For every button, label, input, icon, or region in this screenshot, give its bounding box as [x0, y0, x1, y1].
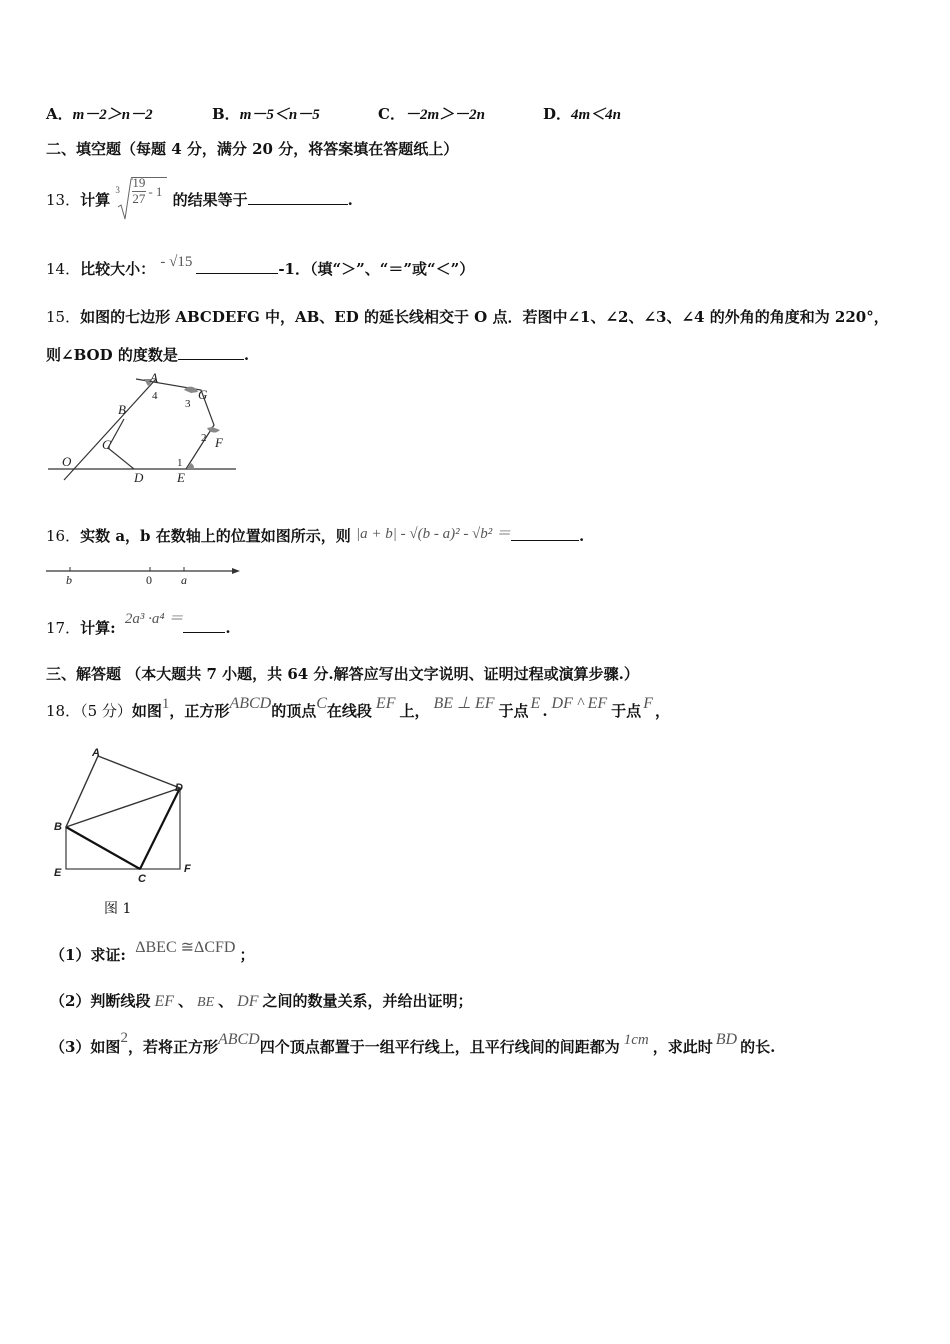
label-b-point: b — [66, 573, 72, 587]
question-18-part-3: （3）如图2，若将正方形ABCD四个顶点都置于一组平行线上，且平行线间的间距都为 1cm ，求此时 BD 的长. — [50, 1030, 776, 1056]
segment-bc — [66, 827, 140, 869]
power-expression: 2a³ ·a⁴ ＝ — [124, 611, 184, 627]
question-15-line1: 15．如图的七边形 ABCDEFG 中，AB、ED 的延长线相交于 O 点．若图中∠1、∠2、∠3、∠4 的外角的角度和为 220°， — [46, 308, 889, 326]
label-angle-3: 3 — [185, 398, 191, 410]
question-14: 14．比较大小： - √15 -1．（填“＞”、“＝”或“＜”） — [46, 254, 475, 278]
radical-sign — [117, 177, 133, 221]
cube-root-expression: 3 19 27 - 1 — [115, 187, 167, 217]
square-figure-1 — [48, 744, 208, 884]
question-16: 16．实数 a，b 在数轴上的位置如图所示，则 |a + b| - √(b - a)² - √b² ＝ . — [46, 526, 585, 545]
label-a: A — [150, 370, 158, 385]
answer-blank-17[interactable] — [183, 618, 225, 633]
question-18-part-2: （2）判断线段 EF 、 BE 、 DF 之间的数量关系，并给出证明； — [50, 992, 473, 1010]
answer-blank-15[interactable] — [178, 345, 244, 360]
fig1-label-b: B — [54, 821, 62, 833]
option-b: B．m－5＜n－5 — [212, 105, 320, 123]
option-a: A．m－2＞n－2 — [46, 105, 153, 123]
label-c: C — [102, 437, 111, 452]
rectangle-befd — [66, 788, 180, 869]
question-18-part-1: （1）求证: ΔBEC ≅ΔCFD ； — [50, 939, 255, 964]
option-c: C．－2m＞－2n — [378, 105, 485, 123]
fig1-label-f: F — [184, 863, 191, 875]
figure-1-caption: 图 1 — [104, 901, 132, 917]
fig1-label-c: C — [138, 873, 146, 884]
line-oa — [64, 379, 156, 480]
sides-bcd — [108, 419, 134, 469]
number-line — [44, 563, 244, 587]
question-17: 17．计算: 2a³ ·a⁴ ＝ . — [46, 611, 231, 637]
fig1-label-a: A — [92, 747, 100, 759]
fig1-label-e: E — [54, 867, 62, 879]
label-angle-1: 1 — [177, 457, 183, 469]
number-line-arrow — [232, 568, 240, 574]
fig1-label-d: D — [175, 782, 183, 794]
label-g: G — [198, 387, 208, 402]
label-angle-4: 4 — [152, 390, 158, 402]
answer-blank-13[interactable] — [248, 190, 348, 205]
neg-sqrt15-expression: - √15 — [160, 254, 193, 270]
label-b: B — [118, 402, 126, 417]
answer-blank-16[interactable] — [511, 526, 579, 541]
label-d: D — [134, 470, 144, 485]
heptagon-figure — [44, 370, 244, 486]
label-zero: 0 — [146, 573, 152, 587]
label-angle-2: 2 — [201, 432, 207, 444]
question-13: 13．计算 3 19 27 - 1 的结果等于 . — [46, 187, 353, 217]
label-f: F — [215, 435, 223, 450]
label-o: O — [62, 454, 72, 469]
label-e: E — [177, 470, 185, 485]
abs-sqrt-expression: |a + b| - √(b - a)² - √b² ＝ — [355, 526, 512, 542]
answer-blank-14[interactable] — [196, 259, 278, 274]
label-a-point: a — [181, 573, 187, 587]
angle-2-mark — [207, 427, 220, 432]
question-18-stem: 18．（5 分）如图1，正方形ABCD的顶点C在线段 EF 上， BE ⊥ EF 于点 E . DF ^ EF 于点 F ， — [46, 695, 670, 720]
square-abcd — [66, 756, 180, 869]
section-fill-blank-title: 二、填空题（每题 4 分，满分 20 分，将答案填在答题纸上） — [46, 140, 459, 158]
section-solve-title: 三、解答题 （本大题共 7 小题，共 64 分.解答应写出文字说明、证明过程或演算步骤.） — [46, 665, 639, 683]
question-15-line2: 则∠BOD 的度数是 . — [46, 346, 250, 364]
option-d: D．4m＜4n — [543, 105, 622, 123]
